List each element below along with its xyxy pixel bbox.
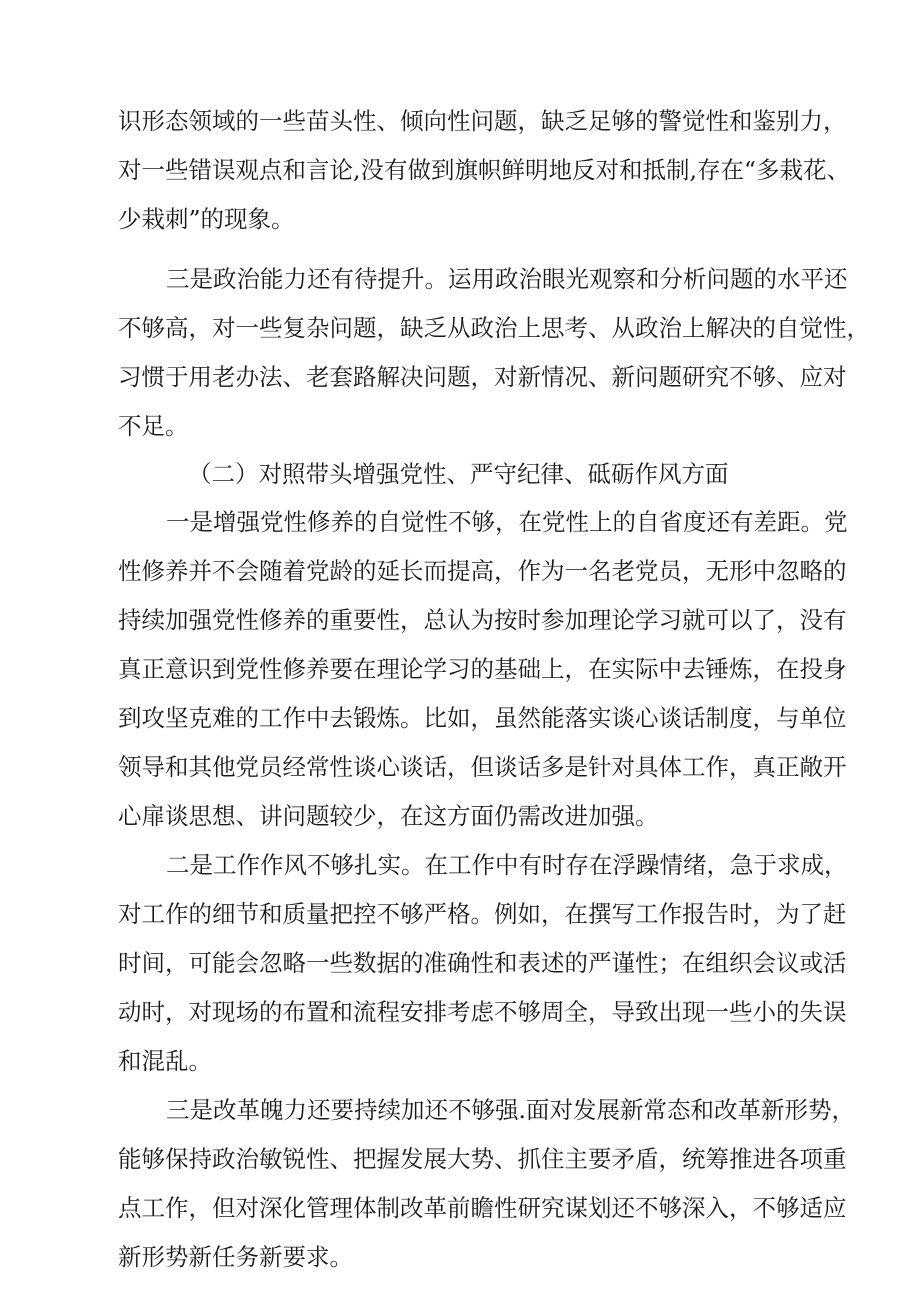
text-line: 和混乱。	[118, 1047, 212, 1075]
text-line: 性修养并不会随着党龄的延长而提高，作为一名老党员，无形中忽略的	[118, 557, 847, 585]
text-line: 少栽刺”的现象。	[118, 205, 295, 233]
text-line: 动时，对现场的布置和流程安排考虑不够周全，导致出现一些小的失误	[118, 998, 847, 1026]
text-line: 识形态领域的一些苗头性、倾向性问题，缺乏足够的警觉性和鉴别力，	[118, 107, 847, 135]
text-line: 三是政治能力还有待提升。运用政治眼光观察和分析问题的水平还	[166, 265, 848, 293]
text-line: 一是增强党性修养的自觉性不够，在党性上的自省度还有差距。党	[166, 508, 848, 536]
text-line: 不够高，对一些复杂问题，缺乏从政治上思考、从政治上解决的自觉性，	[118, 314, 870, 342]
text-line: 到攻坚克难的工作中去锻炼。比如，虽然能落实谈心谈话制度，与单位	[118, 704, 847, 732]
text-line: 真正意识到党性修养要在理论学习的基础上，在实际中去锤炼，在投身	[118, 655, 847, 683]
text-line: 心扉谈思想、讲问题较少，在这方面仍需改进加强。	[118, 802, 659, 830]
text-line: 对工作的细节和质量把控不够严格。例如，在撰写工作报告时，为了赶	[118, 900, 847, 928]
text-line: 新形势新任务新要求。	[118, 1243, 353, 1271]
text-line: 习惯于用老办法、老套路解决问题，对新情况、新问题研究不够、应对	[118, 363, 847, 391]
text-line: 二是工作作风不够扎实。在工作中有时存在浮躁情绪，急于求成，	[166, 851, 848, 879]
text-line: 不足。	[118, 412, 189, 440]
text-line: 领导和其他党员经常性谈心谈话，但谈话多是针对具体工作，真正敞开	[118, 753, 847, 781]
text-line: 对一些错误观点和言论,没有做到旗帜鲜明地反对和抵制,存在“多栽花、	[118, 156, 850, 184]
text-line: 三是改革魄力还要持续加还不够强.面对发展新常态和改革新形势，	[166, 1096, 855, 1124]
text-line: 能够保持政治敏锐性、把握发展大势、抓住主要矛盾，统筹推进各项重	[118, 1145, 847, 1173]
section-heading: （二）对照带头增强党性、严守纪律、砥砺作风方面	[188, 460, 729, 488]
text-line: 点工作，但对深化管理体制改革前瞻性研究谋划还不够深入，不够适应	[118, 1194, 847, 1222]
text-line: 持续加强党性修养的重要性，总认为按时参加理论学习就可以了，没有	[118, 606, 847, 634]
text-line: 时间，可能会忽略一些数据的准确性和表述的严谨性；在组织会议或活	[118, 949, 847, 977]
